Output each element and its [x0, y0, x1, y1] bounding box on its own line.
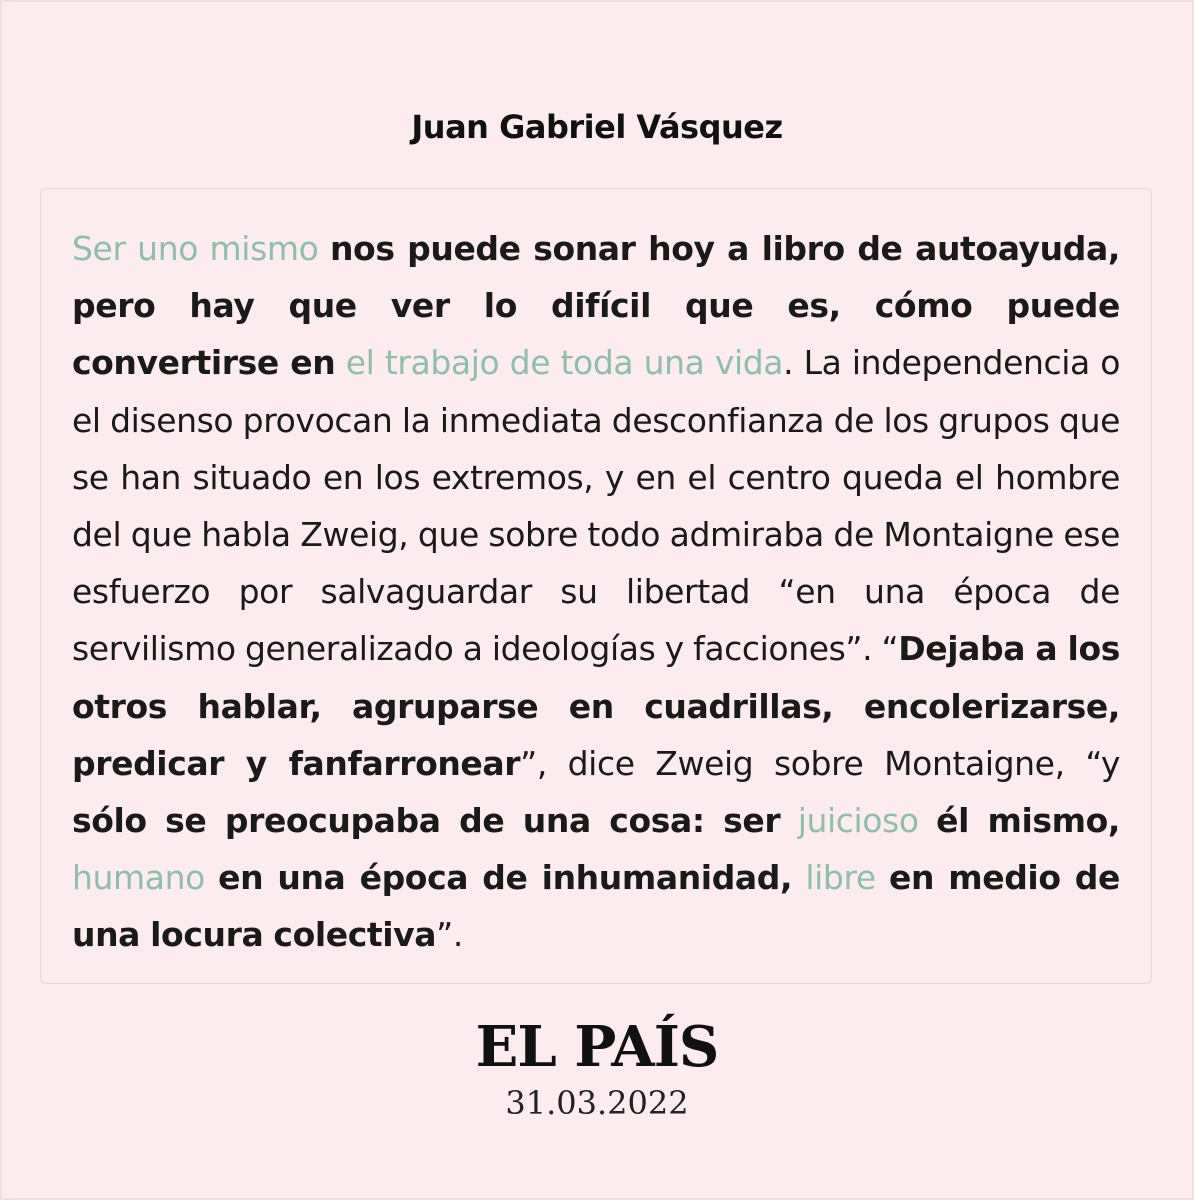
quote-plain: ”.: [436, 915, 463, 955]
quote-space: [792, 858, 805, 897]
quote-highlight: juicioso: [797, 801, 919, 841]
quote-space: [780, 801, 797, 840]
quote-space: [205, 858, 218, 897]
quote-highlight: el trabajo de toda una vida: [345, 343, 784, 383]
quote-highlight: humano: [72, 858, 205, 898]
quote-space: [335, 343, 345, 382]
quote-bold: nos puede sonar hoy a libro de autoayuda, pero hay que ver lo difícil que es, cómo puede convertirse en: [72, 229, 1120, 383]
quote-highlight: Ser uno mismo: [72, 229, 319, 268]
publication-logo: EL PAÍS: [475, 1014, 719, 1080]
quote-text: [72, 220, 1120, 964]
quote-space: [876, 858, 889, 897]
quote-space: [318, 229, 330, 268]
author-name: Juan Gabriel Vásquez: [411, 108, 783, 146]
quote-bold: sólo se preocupaba de una cosa: ser: [72, 801, 781, 841]
quote-bold: en una época de inhumanidad,: [218, 858, 793, 898]
quote-bold: él mismo,: [936, 801, 1121, 841]
quote-plain: . La independencia o el disenso provocan la inmediata desconfianza de los grupos que se han situado en los extremos, y en el centro queda el hombre del que habla Zweig, que sobre todo admiraba de Montaigne ese esfuerzo por salvaguardar su libertad “en una época de servilismo generalizado a ideologías y facciones”. “: [72, 343, 1121, 669]
quote-bold: en medio de una locura colectiva: [72, 858, 1120, 955]
publication-date: 31.03.2022: [505, 1084, 689, 1122]
quote-highlight: libre: [805, 858, 876, 898]
quote-bold: Dejaba a los otros hablar, agruparse en cuadrillas, encolerizarse, predicar y fanfarronear: [72, 629, 1120, 783]
quote-space: [919, 801, 936, 840]
quote-plain: ”, dice Zweig sobre Montaigne, “y: [520, 743, 1120, 783]
